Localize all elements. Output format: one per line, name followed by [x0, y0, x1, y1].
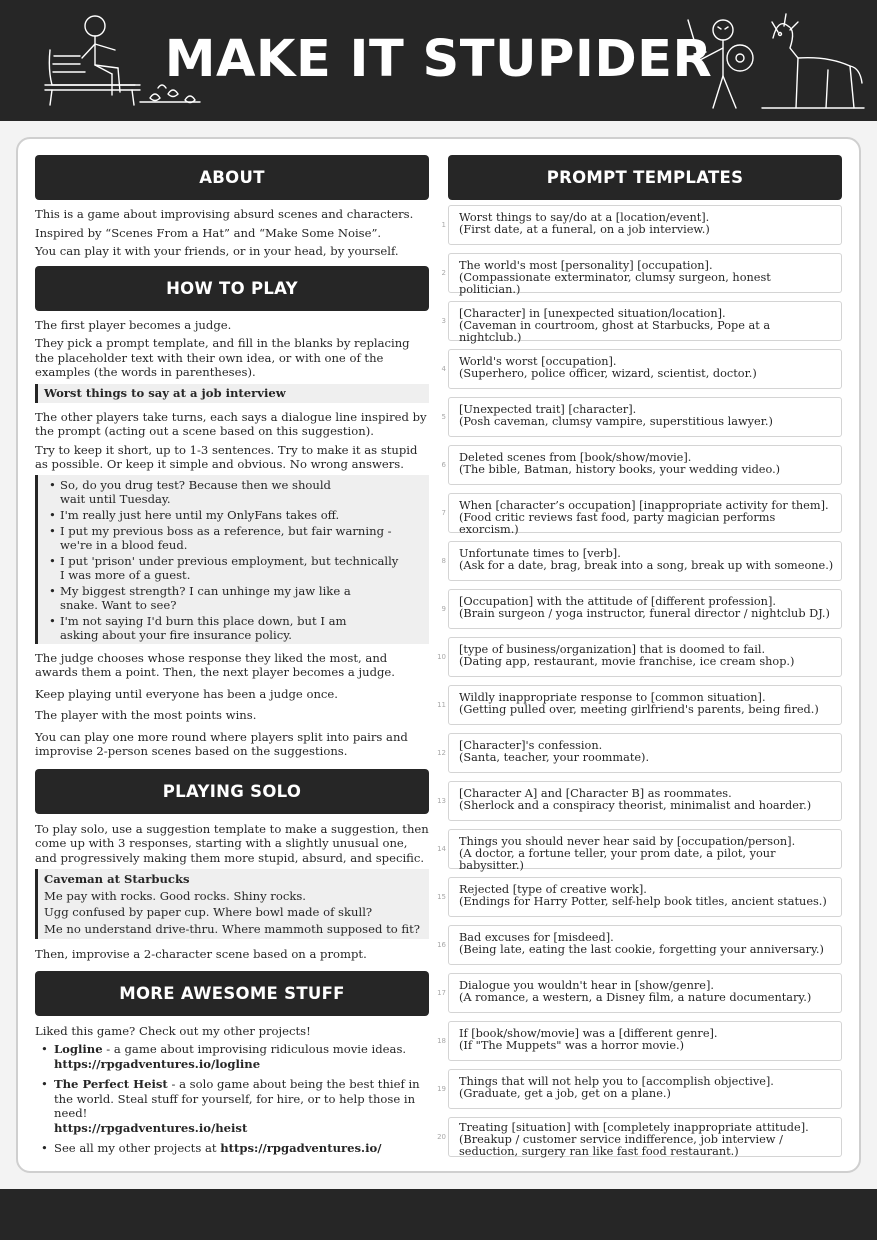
template-examples: (Breakup / customer service indifference, job interview / — [459, 1133, 783, 1146]
template-box — [448, 1021, 842, 1061]
solo-example-line: Me pay with rocks. Good rocks. Shiny rocks. — [44, 888, 306, 903]
example-responses — [35, 475, 429, 644]
how-to-play-p8: You can play one more round where players split into pairs and improvise 2-person scenes based on the suggestions. — [35, 729, 408, 758]
solo-example-callout — [35, 869, 429, 939]
template-examples: (A doctor, a fortune teller, your prom date, a pilot, your babysitter.) — [459, 847, 776, 872]
how-to-play-p6: Keep playing until everyone has been a judge once. — [35, 686, 338, 701]
template-box — [448, 829, 842, 872]
about-line-1: This is a game about improvising absurd scenes and characters. — [35, 207, 414, 221]
template-box — [448, 877, 842, 917]
template-box — [448, 541, 842, 581]
prompt-template-item — [441, 205, 842, 245]
template-examples: (Ask for a date, brag, break into a song, break up with someone.) — [459, 559, 834, 572]
template-text: World's worst [occupation]. — [459, 355, 617, 368]
knight-and-horse-illustration — [678, 8, 868, 112]
template-examples: (Posh caveman, clumsy vampire, superstitious lawyer.) — [459, 415, 773, 428]
right-column — [437, 155, 842, 1158]
template-box — [448, 205, 842, 245]
project-links — [35, 1042, 429, 1156]
list-item: • My biggest strength? I can unhinge my jaw like a snake. Want to see? — [44, 584, 429, 612]
about-line-2: Inspired by “Scenes From a Hat” and “Make Some Noise”. — [35, 225, 382, 240]
template-text: The world's most [personality] [occupation]. — [459, 259, 713, 272]
solo-example-title: Caveman at Starbucks — [44, 872, 190, 886]
template-number: 13 — [437, 797, 446, 805]
prompt-template-item — [437, 829, 842, 872]
template-examples: (Being late, eating the last cookie, forgetting your anniversary.) — [459, 943, 824, 956]
prompt-template-item — [437, 877, 842, 917]
template-number: 10 — [437, 653, 446, 661]
prompt-template-item — [441, 541, 842, 581]
template-examples: (Brain surgeon / yoga instructor, funeral director / nightclub DJ.) — [459, 607, 830, 620]
template-text: Dialogue you wouldn't hear in [show/genre]. — [459, 979, 714, 992]
template-text: Deleted scenes from [book/show/movie]. — [459, 451, 692, 464]
template-number: 15 — [437, 893, 446, 901]
template-number: 18 — [437, 1037, 446, 1045]
example-prompt: Worst things to say at a job interview — [44, 385, 286, 400]
template-box — [448, 733, 842, 773]
playing-solo-heading: PLAYING SOLO — [35, 769, 429, 814]
logline-name: Logline — [54, 1042, 103, 1056]
template-number: 7 — [441, 509, 446, 517]
template-examples: (Caveman in courtroom, ghost at Starbucks, Pope at a nightclub.) — [459, 319, 771, 344]
template-text: Wildly inappropriate response to [common situation]. — [459, 691, 766, 704]
how-to-play-p3: The other players take turns, each says a dialogue line inspired by the prompt (acting out a scene based on this suggestion). — [35, 409, 427, 438]
list-item: • The Perfect Heist - a solo game about being the best thief in the world. Steal stuff for yourself, for hire, or to help those in need! https://rpgadventures.io/heist — [35, 1077, 429, 1135]
template-examples: (Compassionate exterminator, clumsy surgeon, honest politician.) — [459, 271, 771, 296]
page-title: MAKE IT STUPIDER — [164, 30, 713, 89]
template-text: [Character] in [unexpected situation/location]. — [459, 307, 726, 320]
heist-link[interactable]: https://rpgadventures.io/heist — [54, 1120, 248, 1135]
template-number: 8 — [441, 557, 446, 565]
template-box — [448, 253, 842, 296]
template-number: 4 — [441, 365, 446, 373]
how-to-play-heading: HOW TO PLAY — [35, 266, 429, 311]
template-text: [Unexpected trait] [character]. — [459, 403, 637, 416]
template-examples: (Superhero, police officer, wizard, scientist, doctor.) — [459, 367, 757, 380]
template-text: Bad excuses for [misdeed]. — [459, 931, 614, 944]
template-box — [448, 493, 842, 536]
template-box — [448, 397, 842, 437]
template-number: 3 — [441, 317, 446, 325]
list-item: • See all my other projects at https://rpgadventures.io/ — [35, 1141, 429, 1156]
heist-name: The Perfect Heist — [54, 1077, 168, 1091]
template-text: Unfortunate times to [verb]. — [459, 547, 621, 560]
template-examples: (Endings for Harry Potter, self-help book titles, ancient statues.) — [459, 895, 827, 908]
list-item: • I put 'prison' under previous employment, but technically I was more of a guest. — [44, 554, 429, 582]
prompt-template-item — [441, 493, 842, 536]
list-item: • I put my previous boss as a reference, but fair warning - we're in a blood feud. — [44, 524, 429, 552]
template-number: 19 — [437, 1085, 446, 1093]
template-box — [448, 685, 842, 725]
template-box — [448, 925, 842, 965]
how-to-play-p7: The player with the most points wins. — [35, 708, 257, 722]
about-line-3: You can play it with your friends, or in your head, by yourself. — [35, 244, 399, 258]
template-box — [448, 589, 842, 629]
how-to-play-p4: Try to keep it short, up to 1-3 sentences. Try to make it as stupid as possible. Or keep it simple and obvious. No wrong answers. — [35, 442, 418, 471]
prompt-template-item — [437, 1021, 842, 1061]
template-number: 11 — [437, 701, 446, 709]
template-box — [448, 349, 842, 389]
solo-example-line: Ugg confused by paper cup. Where bowl made of skull? — [44, 905, 373, 919]
how-to-play-p2: They pick a prompt template, and fill in the blanks by replacing the placeholder text with their own idea, or with one of the examples (the words in parentheses). — [35, 336, 410, 379]
template-box — [448, 1117, 842, 1157]
template-text: [Character A] and [Character B] as roommates. — [459, 787, 732, 800]
template-box — [448, 637, 842, 677]
template-box — [448, 445, 842, 485]
prompt-template-item — [437, 925, 842, 965]
template-examples: (Santa, teacher, your roommate). — [459, 751, 650, 764]
prompt-template-item — [441, 589, 842, 629]
template-box — [448, 781, 842, 821]
template-text: Worst things to say/do at a [location/event]. — [459, 211, 710, 224]
example-prompt-callout — [35, 384, 429, 403]
prompt-template-item — [437, 973, 842, 1013]
template-text: Treating [situation] with [completely inappropriate attitude]. — [459, 1121, 809, 1134]
prompt-template-item — [441, 301, 842, 344]
prompt-template-item — [437, 781, 842, 821]
list-item: • So, do you drug test? Because then we should wait until Tuesday. — [44, 478, 429, 506]
template-text: Things you should never hear said by [occupation/person]. — [459, 835, 796, 848]
template-examples: (Dating app, restaurant, movie franchise, ice cream shop.) — [459, 655, 795, 668]
template-text: When [character’s occupation] [inappropriate activity for them]. — [459, 499, 829, 512]
template-number: 20 — [437, 1133, 446, 1141]
prompt-template-item — [437, 1117, 842, 1158]
prompt-template-item — [441, 349, 842, 389]
more-intro: Liked this game? Check out my other projects! — [35, 1023, 311, 1038]
template-examples: (First date, at a funeral, on a job interview.) — [459, 223, 710, 236]
prompt-template-item — [437, 637, 842, 677]
how-to-play-p5: The judge chooses whose response they liked the most, and awards them a point. Then, the next player becomes a judge. — [35, 650, 395, 679]
playing-solo-p1: To play solo, use a suggestion template to make a suggestion, then come up with 3 responses, starting with a slightly unusual one, and progressively making them more stupid, absurd, and specific. — [35, 821, 429, 865]
how-to-play-p1: The first player becomes a judge. — [35, 317, 232, 332]
template-text: [Occupation] with the attitude of [different profession]. — [459, 595, 776, 608]
prompt-template-item — [437, 1069, 842, 1109]
template-number: 1 — [441, 221, 446, 229]
left-column — [35, 155, 429, 1156]
prompt-template-item — [441, 445, 842, 485]
footer-band — [0, 1189, 877, 1240]
prompt-template-item — [441, 397, 842, 437]
template-examples: (The bible, Batman, history books, your wedding video.) — [459, 463, 781, 476]
template-number: 12 — [437, 749, 446, 757]
prompt-template-item — [437, 685, 842, 725]
playing-solo-p2: Then, improvise a 2-character scene based on a prompt. — [35, 947, 367, 961]
template-number: 16 — [437, 941, 446, 949]
template-number: 6 — [441, 461, 446, 469]
template-examples: (Graduate, get a job, get on a plane.) — [459, 1087, 671, 1100]
list-item: • I'm really just here until my OnlyFans takes off. — [44, 508, 429, 522]
template-examples: (Getting pulled over, meeting girlfriend's parents, being fired.) — [459, 703, 819, 716]
all-projects-link[interactable]: https://rpgadventures.io/ — [220, 1141, 382, 1155]
template-number: 17 — [437, 989, 446, 997]
solo-example-line: Me no understand drive-thru. Where mammoth supposed to fit? — [44, 921, 421, 936]
more-awesome-stuff-heading: MORE AWESOME STUFF — [35, 971, 429, 1016]
template-examples: seduction, surgery ran like fast food restaurant.) — [459, 1145, 739, 1158]
list-item: • Logline - a game about improvising ridiculous movie ideas. https://rpgadventures.io/logline — [35, 1042, 429, 1071]
prompt-template-item — [437, 733, 842, 773]
prompt-template-item — [441, 253, 842, 296]
template-text: [type of business/organization] that is doomed to fail. — [459, 643, 766, 656]
template-number: 2 — [441, 269, 446, 277]
template-number: 14 — [437, 845, 446, 853]
template-box — [448, 1069, 842, 1109]
prompt-templates-heading: PROMPT TEMPLATES — [448, 155, 842, 200]
template-examples: (Food critic reviews fast food, party magician performs exorcism.) — [459, 511, 776, 536]
template-examples: (Sherlock and a conspiracy theorist, minimalist and hoarder.) — [459, 799, 812, 812]
template-examples: (A romance, a western, a Disney film, a nature documentary.) — [459, 991, 812, 1004]
template-box — [448, 973, 842, 1013]
template-number: 5 — [441, 413, 446, 421]
template-text: If [book/show/movie] was a [different genre]. — [459, 1027, 718, 1040]
template-number: 9 — [441, 605, 446, 613]
template-box — [448, 301, 842, 344]
template-text: [Character]'s confession. — [459, 739, 603, 752]
logline-link[interactable]: https://rpgadventures.io/logline — [54, 1056, 261, 1071]
template-text: Rejected [type of creative work]. — [459, 883, 647, 896]
about-heading: ABOUT — [35, 155, 429, 200]
list-item: • I'm not saying I'd burn this place down, but I am asking about your fire insurance policy. — [44, 614, 429, 642]
template-text: Things that will not help you to [accomplish objective]. — [459, 1075, 774, 1088]
template-examples: (If "The Muppets" was a horror movie.) — [459, 1039, 685, 1052]
